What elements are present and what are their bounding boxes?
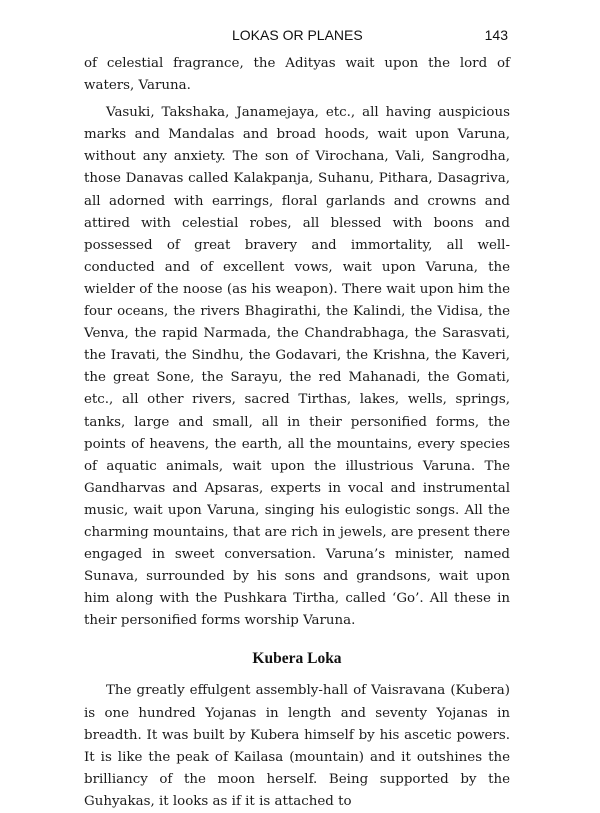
running-title: LOKAS OR PLANES <box>232 27 363 43</box>
section-heading: Kubera Loka <box>252 650 342 668</box>
paragraph-kubera-hall: The greatly effulgent assembly-hall of Vaisravana (Kubera) is one hundred Yojanas in length and seventy Yojanas in breadth. It was built by Kubera himself by his ascetic powers. It is like the peak of Kailasa (mountain) and it outshines the brilliancy of the moon herself. Being supported by the Guhyakas, it looks as if it is attached to <box>84 683 510 809</box>
body-text <box>84 53 510 813</box>
running-header <box>84 27 510 53</box>
page-number: 143 <box>484 27 508 43</box>
paragraph-varuna-attendants: Vasuki, Takshaka, Janamejaya, etc., all having auspicious marks and Mandalas and broad hoods, wait upon Varuna, without any anxiety. The son of Virochana, Vali, Sangrodha, those Danavas called Kalakpanja, Suhanu, Pithara, Dasagriva, all adorned with earrings, floral garlands and crowns and attired with celestial robes, all blessed with boons and possessed of great bravery and immortality, all well-conducted and of excellent vows, wait upon Varuna, the wielder of the noose (as his weapon). There wait upon him the four oceans, the rivers Bhagirathi, the Kalindi, the Vidisa, the Venva, the rapid Narmada, the Chandrabhaga, the Sarasvati, the Iravati, the Sindhu, the Godavari, the Krishna, the Kaveri, the great Sone, the Sarayu, the red Mahanadi, the Gomati, etc., all other rivers, sacred Tirthas, lakes, wells, springs, tanks, large and small, all in their personified forms, the points of heavens, the earth, all the mountains, every species of aquatic animals, wait upon the illustrious Varuna. The Gandharvas and Apsaras, experts in vocal and instrumental music, wait upon Varuna, singing his eulogistic songs. All the charming mountains, that are rich in jewels, are present there engaged in sweet conversation. Varuna’s minister, named Sunava, surrounded by his sons and grandsons, wait upon him along with the Pushkara Tirtha, called ‘Go’. All these in their personified forms worship Varuna. <box>84 105 510 629</box>
paragraph-continuation: of celestial fragrance, the Adityas wait upon the lord of waters, Varuna. <box>84 56 510 94</box>
